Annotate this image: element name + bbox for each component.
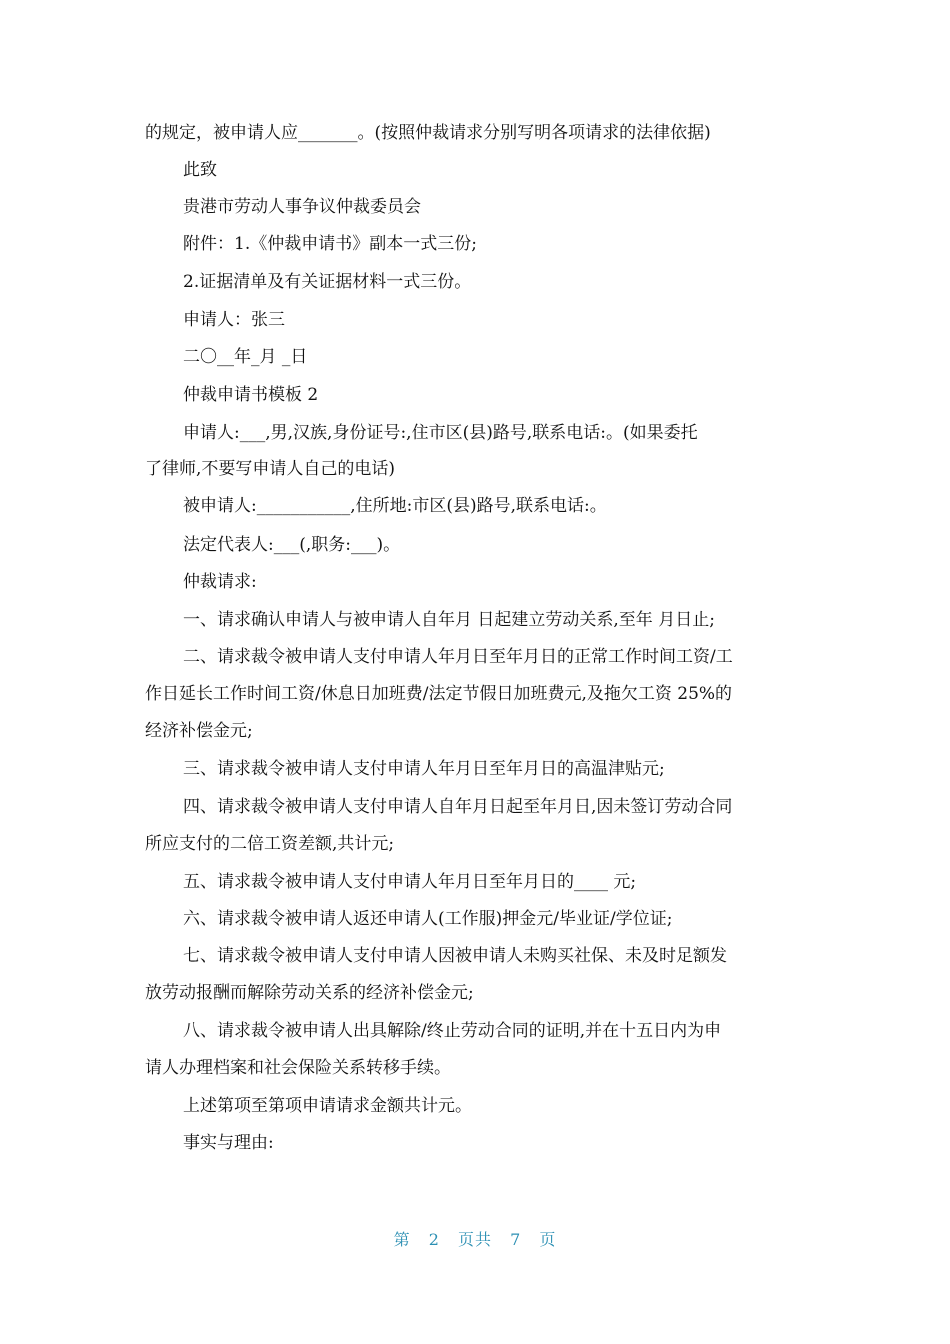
footer-page-number: 2	[428, 1230, 440, 1249]
text-line-12: 法定代表人:___(,职务:___)。	[183, 535, 401, 555]
text-line-11: 被申请人:___________,住所地:市区(县)路号,联系电话:。	[183, 496, 607, 516]
text-line-23: 七、请求裁令被申请人支付申请人因被申请人未购买社保、未及时足额发	[183, 946, 727, 966]
text-line-18: 三、请求裁令被申请人支付申请人年月日至年月日的高温津贴元;	[183, 759, 665, 779]
text-line-22: 六、请求裁令被申请人返还申请人(工作服)押金元/毕业证/学位证;	[183, 909, 673, 929]
text-line-19: 四、请求裁令被申请人支付申请人自年月日起至年月日,因未签订劳动合同	[183, 797, 733, 817]
text-line-7: 二〇__年_月 _日	[183, 347, 308, 367]
text-line-2: 此致	[183, 160, 217, 180]
footer-middle: 页共	[457, 1230, 492, 1249]
text-line-10: 了律师,不要写申请人自己的电话)	[145, 459, 396, 479]
text-line-16: 作日延长工作时间工资/休息日加班费/法定节假日加班费元,及拖欠工资 25%的	[145, 684, 733, 704]
text-line-27: 上述第项至第项申请请求金额共计元。	[183, 1096, 472, 1116]
text-line-14: 一、请求确认申请人与被申请人自年月 日起建立劳动关系,至年 月日止;	[183, 610, 715, 630]
footer-prefix: 第	[393, 1230, 411, 1249]
text-line-20: 所应支付的二倍工资差额,共计元;	[145, 834, 395, 854]
text-line-8: 仲裁申请书模板 2	[183, 385, 319, 405]
text-line-24: 放劳动报酬而解除劳动关系的经济补偿金元;	[145, 983, 474, 1003]
text-line-4: 附件：1.《仲裁申请书》副本一式三份;	[183, 234, 477, 254]
text-line-5: 2.证据清单及有关证据材料一式三份。	[183, 272, 472, 292]
text-line-6: 申请人：张三	[183, 310, 285, 330]
text-line-21: 五、请求裁令被申请人支付申请人年月日至年月日的____ 元;	[183, 872, 637, 892]
text-line-15: 二、请求裁令被申请人支付申请人年月日至年月日的正常工作时间工资/工	[183, 647, 733, 667]
text-line-9: 申请人:___,男,汉族,身份证号:,住市区(县)路号,联系电话:。(如果委托	[183, 423, 698, 443]
text-line-25: 八、请求裁令被申请人出具解除/终止劳动合同的证明,并在十五日内为申	[183, 1021, 722, 1041]
footer-total-pages: 7	[510, 1230, 522, 1249]
text-line-28: 事实与理由:	[183, 1133, 274, 1153]
page-footer	[0, 1227, 950, 1250]
footer-suffix: 页	[539, 1230, 557, 1249]
text-line-26: 请人办理档案和社会保险关系转移手续。	[145, 1058, 451, 1078]
text-line-13: 仲裁请求:	[183, 572, 257, 592]
text-line-1: 的规定，被申请人应_______。(按照仲裁请求分别写明各项请求的法律依据)	[145, 123, 711, 143]
text-line-17: 经济补偿金元;	[145, 721, 253, 741]
text-line-3: 贵港市劳动人事争议仲裁委员会	[183, 197, 421, 217]
